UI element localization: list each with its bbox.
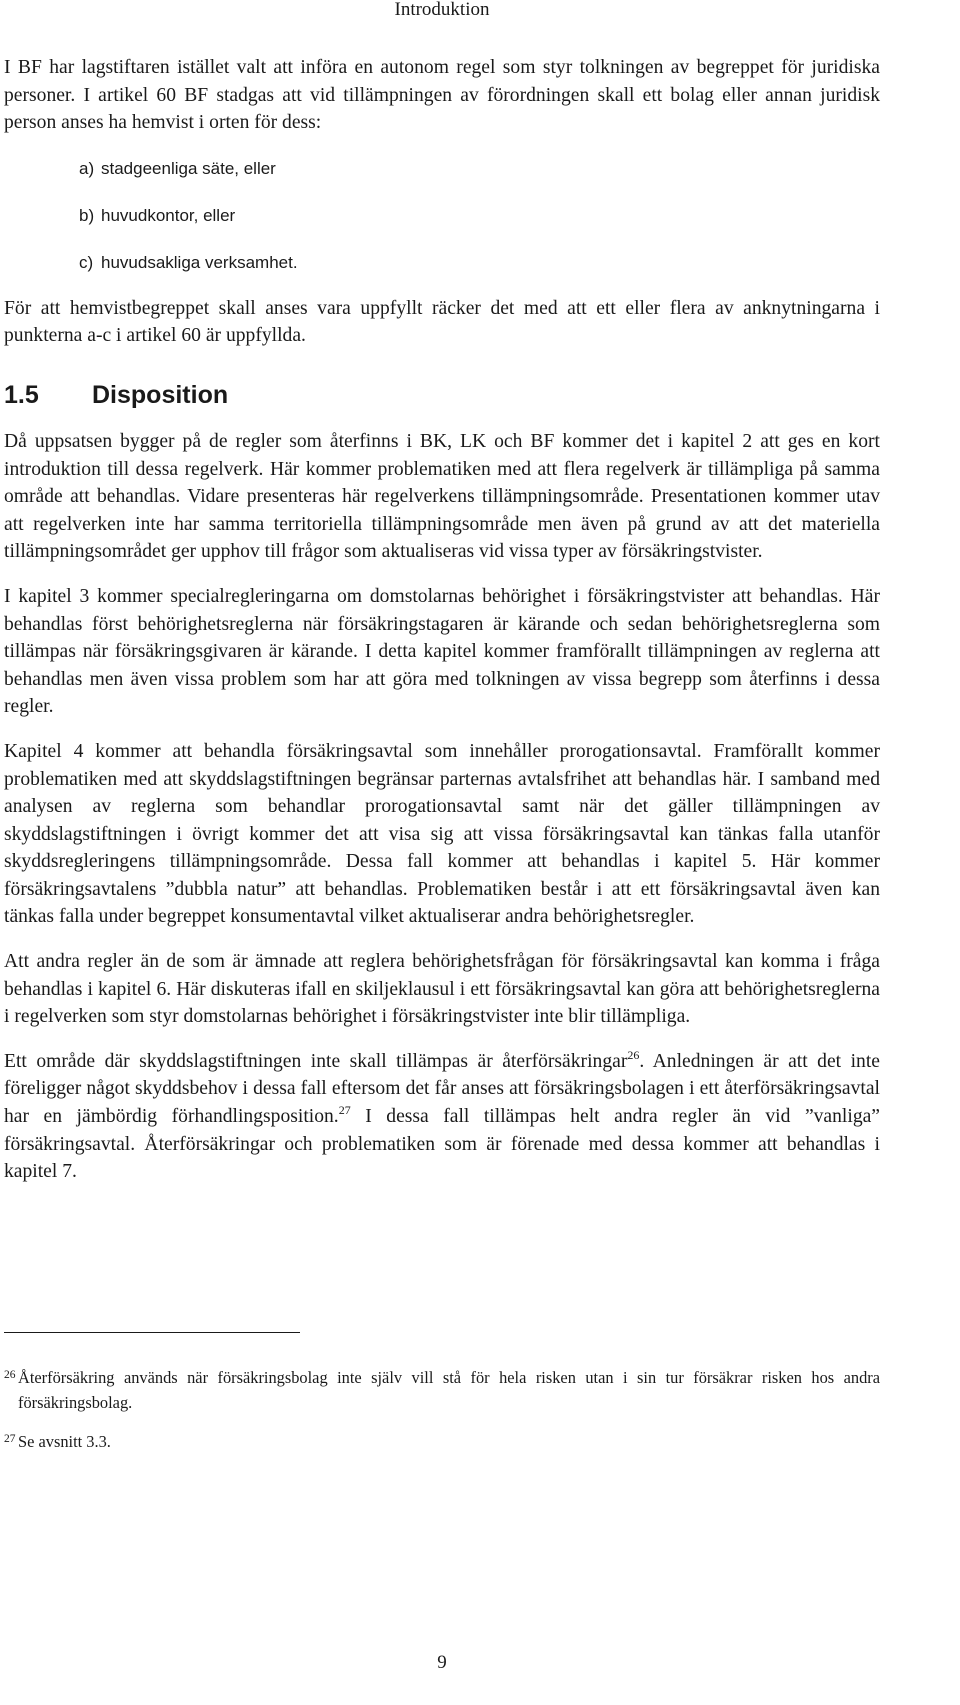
disposition-paragraph: Kapitel 4 kommer att behandla försäkringsavtal som innehåller prorogationsavtal. Framförallt kommer problematiken med att skyddslagstiftningen begränsar parternas avtalsfrihet att behandlas här. I samband med analysen av reglerna som behandlar prorogationsavtal samt när det gäller tillämpningen av skyddslagstiftningen i övrigt kommer det att visa sig att vissa försäkringsavtal kan tänkas falla utanför skyddsregleringens tillämpningsområde. Dessa fall kommer att behandlas i kapitel 5. Här kommer försäkringsavtalens ”dubbla natur” att behandlas. Problematiken består i att ett försäkringsavtal även kan tänkas falla under begreppet konsumentavtal vilket aktualiserar andra behörighetsregler. [4, 740, 880, 928]
list-marker: a) [79, 158, 95, 178]
paragraph-text: Ett område där skyddslagstiftningen inte skall tillämpas är återförsäkringar [4, 1050, 628, 1072]
footnote-text: Se avsnitt 3.3. [18, 1432, 111, 1451]
footnote [4, 1429, 880, 1454]
footnote [4, 1365, 880, 1415]
intro-paragraph: I BF har lagstiftaren istället valt att införa en autonom regel som styr tolkningen av begreppet för juridiska personer. I artikel 60 BF stadgas att vid tillämpningen av förordningen skall ett bolag eller annan juridisk person anses ha hemvist i orten för dess: [4, 57, 880, 134]
disposition-paragraph-final [4, 1048, 880, 1186]
list-item [79, 249, 880, 277]
conclusion-paragraph: För att hemvistbegreppet skall anses vara uppfyllt räcker det med att ett eller flera av anknytningarna i punkterna a-c i artikel 60 är uppfyllda. [4, 297, 880, 347]
list-item [79, 202, 880, 230]
list-item-text: huvudsakliga verksamhet. [101, 252, 298, 272]
paragraph-text: I dessa fall tillämpas helt andra regler än vid ”vanliga” försäkringsavtal. Återförsäkringar och problematiken som är förenade med dessa kommer att behandlas i kapitel 7. [4, 1106, 881, 1183]
list-item-text: stadgeenliga säte, eller [101, 158, 276, 178]
list-marker: b) [79, 205, 95, 225]
footnote-text: Återförsäkring används när försäkringsbolag inte själv vill stå för hela risken utan i sin tur försäkrar risken hos andra försäkringsbolag. [18, 1368, 880, 1412]
footnote-number: 26 [4, 1369, 16, 1381]
page-number: 9 [437, 1652, 447, 1673]
section-heading [4, 380, 880, 410]
list-item-text: huvudkontor, eller [101, 205, 236, 225]
footnote-number: 27 [4, 1433, 16, 1445]
hemvist-criteria-list [4, 155, 880, 277]
main-text [4, 54, 880, 1186]
footnotes [4, 1365, 880, 1454]
paragraph-text: . Anledningen är att det inte föreligger något skyddsbehov i dessa fall eftersom det får anses att försäkringsbolagen i ett återförsäkringsavtal har en jämbördig förhandlingsposition. [4, 1050, 880, 1128]
list-marker: c) [79, 252, 94, 272]
footnote-ref[interactable]: 27 [338, 1103, 351, 1118]
footnote-divider [4, 1332, 300, 1333]
section-title: Disposition [92, 380, 229, 409]
disposition-paragraph: Då uppsatsen bygger på de regler som återfinns i BK, LK och BF kommer det i kapitel 2 att ges en kort introduktion till dessa regelverk. Här kommer problematiken med att flera regelverk är tillämpliga på samma område att behandlas. Vidare presenteras här regelverkens tillämpningsområde. Presentationen kommer utav att regelverken inte har samma territoriella tillämpningsområde men även på grund av att det materiella tillämpningsområdet ger upphov till frågor som aktualiseras vid vissa typer av försäkringstvister. [4, 430, 880, 563]
running-header: Introduktion [394, 0, 490, 20]
section-number: 1.5 [4, 380, 39, 409]
disposition-paragraph: Att andra regler än de som är ämnade att reglera behörighetsfrågan för försäkringsavtal kan komma i fråga behandlas i kapitel 6. Här diskuteras ifall en skiljeklausul i ett försäkringsavtal kan göra att behörighetsreglerna i regelverken som styr domstolarnas behörighet i försäkringstvister inte blir tillämpliga. [4, 951, 880, 1028]
footnote-ref[interactable]: 26 [627, 1047, 640, 1062]
disposition-paragraph: I kapitel 3 kommer specialregleringarna om domstolarnas behörighet i försäkringstvister att behandlas. Här behandlas först behörighetsreglerna när försäkringstagaren är kärande och sedan behörighetsreglerna som tillämpas när försäkringsgivaren är kärande. I detta kapitel kommer framförallt tillämpningen av reglerna att behandlas men även vissa problem som har att göra med tolkningen av vissa begrepp som återfinns i dessa regler. [4, 585, 880, 718]
list-item [79, 155, 880, 183]
